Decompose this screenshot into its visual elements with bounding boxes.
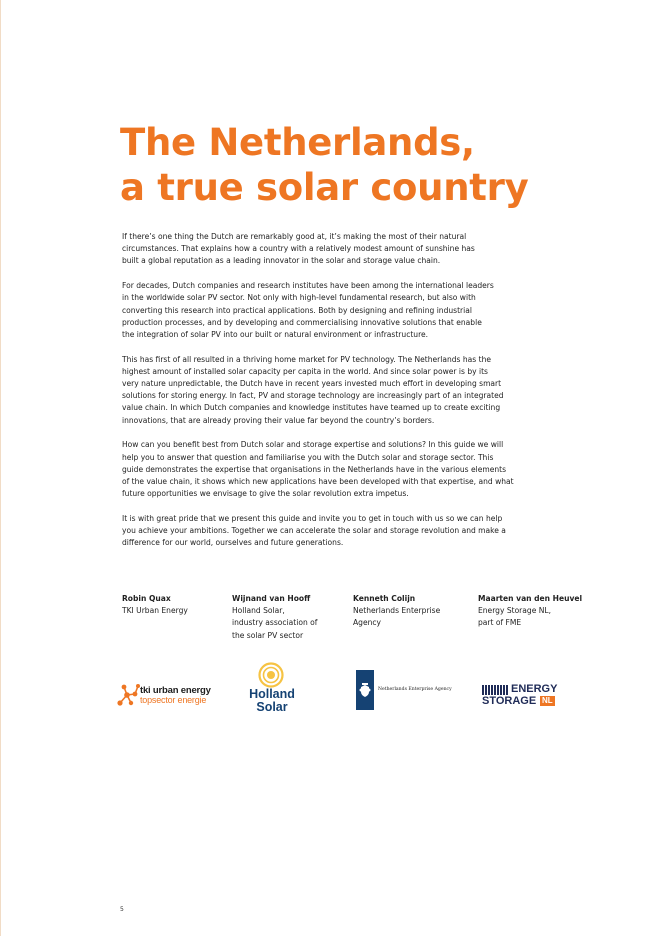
text-line: solutions for storing energy. In fact, PV and storage technology are increasingly part of an integrated (122, 391, 504, 401)
tki-logo-line-1: tki urban energy (140, 685, 211, 696)
holland-solar-line-2: Solar (256, 700, 288, 714)
tki-network-icon (116, 681, 142, 709)
page-edge-line (0, 0, 1, 936)
sun-icon (258, 662, 284, 688)
signatory-kenneth-colijn (353, 593, 478, 630)
signatory-org: Netherlands Enterprise (353, 606, 441, 616)
text-line: This has first of all resulted in a thriving home market for PV technology. The Netherlands has the (122, 354, 492, 364)
paragraph-4 (122, 439, 542, 500)
signatory-name: Wijnand van Hooff (232, 594, 311, 603)
title-line-2: a true solar country (120, 166, 529, 209)
text-line: For decades, Dutch companies and research institutes have been among the international leaders (122, 281, 494, 291)
signatory-org: TKI Urban Energy (122, 606, 188, 616)
paragraph-5 (122, 513, 542, 550)
text-line: you achieve your ambitions. Together we can accelerate the solar and storage revolution and make a (122, 526, 506, 536)
text-line: value chain. In which Dutch companies and knowledge institutes have teamed up to create exciting (122, 403, 501, 413)
text-line: If there’s one thing the Dutch are remarkably good at, it’s making the most of their natural (122, 232, 467, 241)
text-line: It is with great pride that we present this guide and invite you to get in touch with us so we can help (122, 513, 503, 523)
text-line: difference for our world, ourselves and future generations. (122, 538, 344, 548)
text-line: converting this research into practical applications. Both by designing and refining industrial (122, 305, 472, 315)
rvo-blue-bar (356, 670, 374, 710)
rvo-logo-text: Netherlands Enterprise Agency (378, 687, 452, 692)
page-title (120, 120, 528, 210)
text-line: future opportunities we envisage to give the solar revolution extra impetus. (122, 489, 409, 499)
title-line-1: The Netherlands, (120, 121, 475, 164)
text-line: in the worldwide solar PV sector. Not only with high-level fundamental research, but also with (122, 293, 476, 303)
text-line: very nature unpredictable, the Dutch have in recent years invested much effort in developing smart (122, 379, 502, 389)
coat-of-arms-icon (356, 670, 374, 710)
signatory-robin-quax (122, 593, 247, 617)
signatory-wijnand-van-hooff (232, 593, 357, 642)
signatory-org: part of FME (478, 618, 522, 628)
signatory-name: Kenneth Colijn (353, 594, 416, 603)
signatory-name: Maarten van den Heuvel (478, 594, 583, 603)
signatory-maarten-van-den-heuvel (478, 593, 603, 630)
holland-solar-logo (245, 662, 299, 716)
nl-badge: NL (542, 696, 553, 705)
paragraph-1 (122, 231, 542, 268)
text-line: production processes, and by developing and commercialising innovative solutions that enable (122, 317, 482, 327)
holland-solar-line-1: Holland (249, 687, 295, 701)
netherlands-enterprise-agency-logo (356, 670, 456, 710)
text-line: help you to answer that question and familiarise you with the Dutch solar and storage sector. This (122, 452, 494, 462)
text-line: highest amount of installed solar capacity per capita in the world. And since solar power is by its (122, 366, 488, 376)
tki-urban-energy-logo (116, 681, 220, 709)
text-line: How can you benefit best from Dutch solar and storage expertise and solutions? In this guide we will (122, 440, 504, 450)
text-line: guide demonstrates the expertise that organisations in the Netherlands have in the various elements (122, 464, 507, 474)
energy-storage-nl-logo (482, 683, 562, 707)
paragraph-2 (122, 280, 542, 341)
body-text (122, 231, 542, 562)
text-line: the integration of solar PV into our built or natural environment or infrastructure. (122, 329, 429, 339)
energy-storage-line-2: STORAGE (482, 695, 537, 707)
signatory-org: the solar PV sector (232, 630, 304, 640)
signatory-org: Energy Storage NL, (478, 606, 551, 616)
signatory-org: Holland Solar, (232, 606, 285, 616)
energy-storage-line-1: ENERGY (511, 683, 558, 695)
text-line: of the value chain, it shows which new applications have been developed with that expertise, and what (122, 476, 514, 486)
tki-logo-line-2: topsector energie (140, 695, 207, 705)
text-line: built a global reputation as a leading innovator in the solar and storage value chain. (122, 256, 441, 266)
battery-bars-icon (482, 685, 510, 695)
text-line: innovations, that are already proving their value far beyond the country’s borders. (122, 415, 435, 425)
page-number: 5 (120, 906, 124, 913)
paragraph-3 (122, 354, 542, 427)
signatory-org: Agency (353, 618, 381, 628)
text-line: circumstances. That explains how a country with a relatively modest amount of sunshine has (122, 244, 475, 254)
signatory-name: Robin Quax (122, 594, 171, 603)
signatory-org: industry association of (232, 618, 318, 628)
